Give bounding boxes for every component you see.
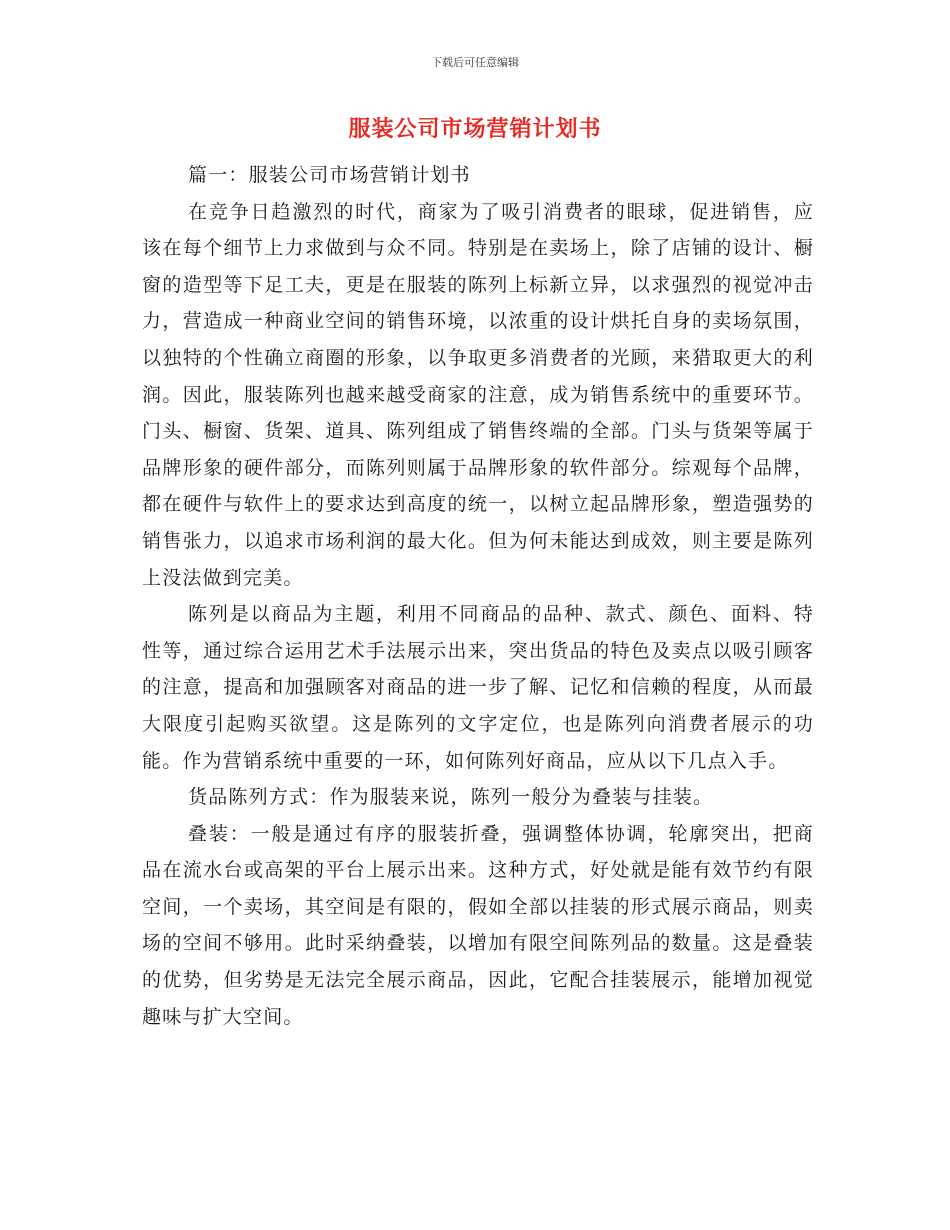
- document-body: [142, 157, 814, 1035]
- page-header-note: 下载后可任意编辑: [431, 56, 519, 69]
- body-paragraph: 叠装：一般是通过有序的服装折叠，强调整体协调，轮廓突出，把商品在流水台或高架的平台上展示出来。这种方式，好处就是能有效节约有限空间，一个卖场，其空间是有限的，假如全部以挂装的形式展示商品，则卖场的空间不够用。此时采纳叠装，以增加有限空间陈列品的数量。这是叠装的优势，但劣势是无法完全展示商品，因此，它配合挂装展示，能增加视觉趣味与扩大空间。: [142, 822, 814, 1028]
- body-paragraph: 在竞争日趋激烈的时代，商家为了吸引消费者的眼球，促进销售，应该在每个细节上力求做到与众不同。特别是在卖场上，除了店铺的设计、橱窗的造型等下足工夫，更是在服装的陈列上标新立异，以求强烈的视觉冲击力，营造成一种商业空间的销售环境，以浓重的设计烘托自身的卖场氛围，以独特的个性确立商圈的形象，以争取更多消费者的光顾，来猎取更大的利润。因此，服装陈列也越来越受商家的注意，成为销售系统中的重要环节。 门头、橱窗、货架、道具、陈列组成了销售终端的全部。门头与货架等属于品牌形象的硬件部分，而陈列则属于品牌形象的软件部分。综观每个品牌，都在硬件与软件上的要求达到高度的统一，以树立起品牌形象，塑造强势的销售张力，以追求市场利润的最大化。但为何未能达到成效，则主要是陈列上没法做到完美。: [142, 200, 814, 589]
- section-heading: 篇一：服装公司市场营销计划书: [188, 164, 471, 186]
- document-title: 服装公司市场营销计划书: [348, 117, 602, 142]
- body-paragraph: 陈列是以商品为主题，利用不同商品的品种、款式、颜色、面料、特性等，通过综合运用艺术手法展示出来，突出货品的特色及卖点以吸引顾客的注意，提高和加强顾客对商品的进一步了解、记忆和信赖的程度，从而最大限度引起购买欲望。这是陈列的文字定位，也是陈列向消费者展示的功能。作为营销系统中重要的一环，如何陈列好商品，应从以下几点入手。: [142, 603, 814, 772]
- body-paragraph: 货品陈列方式：作为服装来说，陈列一般分为叠装与挂装。: [188, 786, 714, 809]
